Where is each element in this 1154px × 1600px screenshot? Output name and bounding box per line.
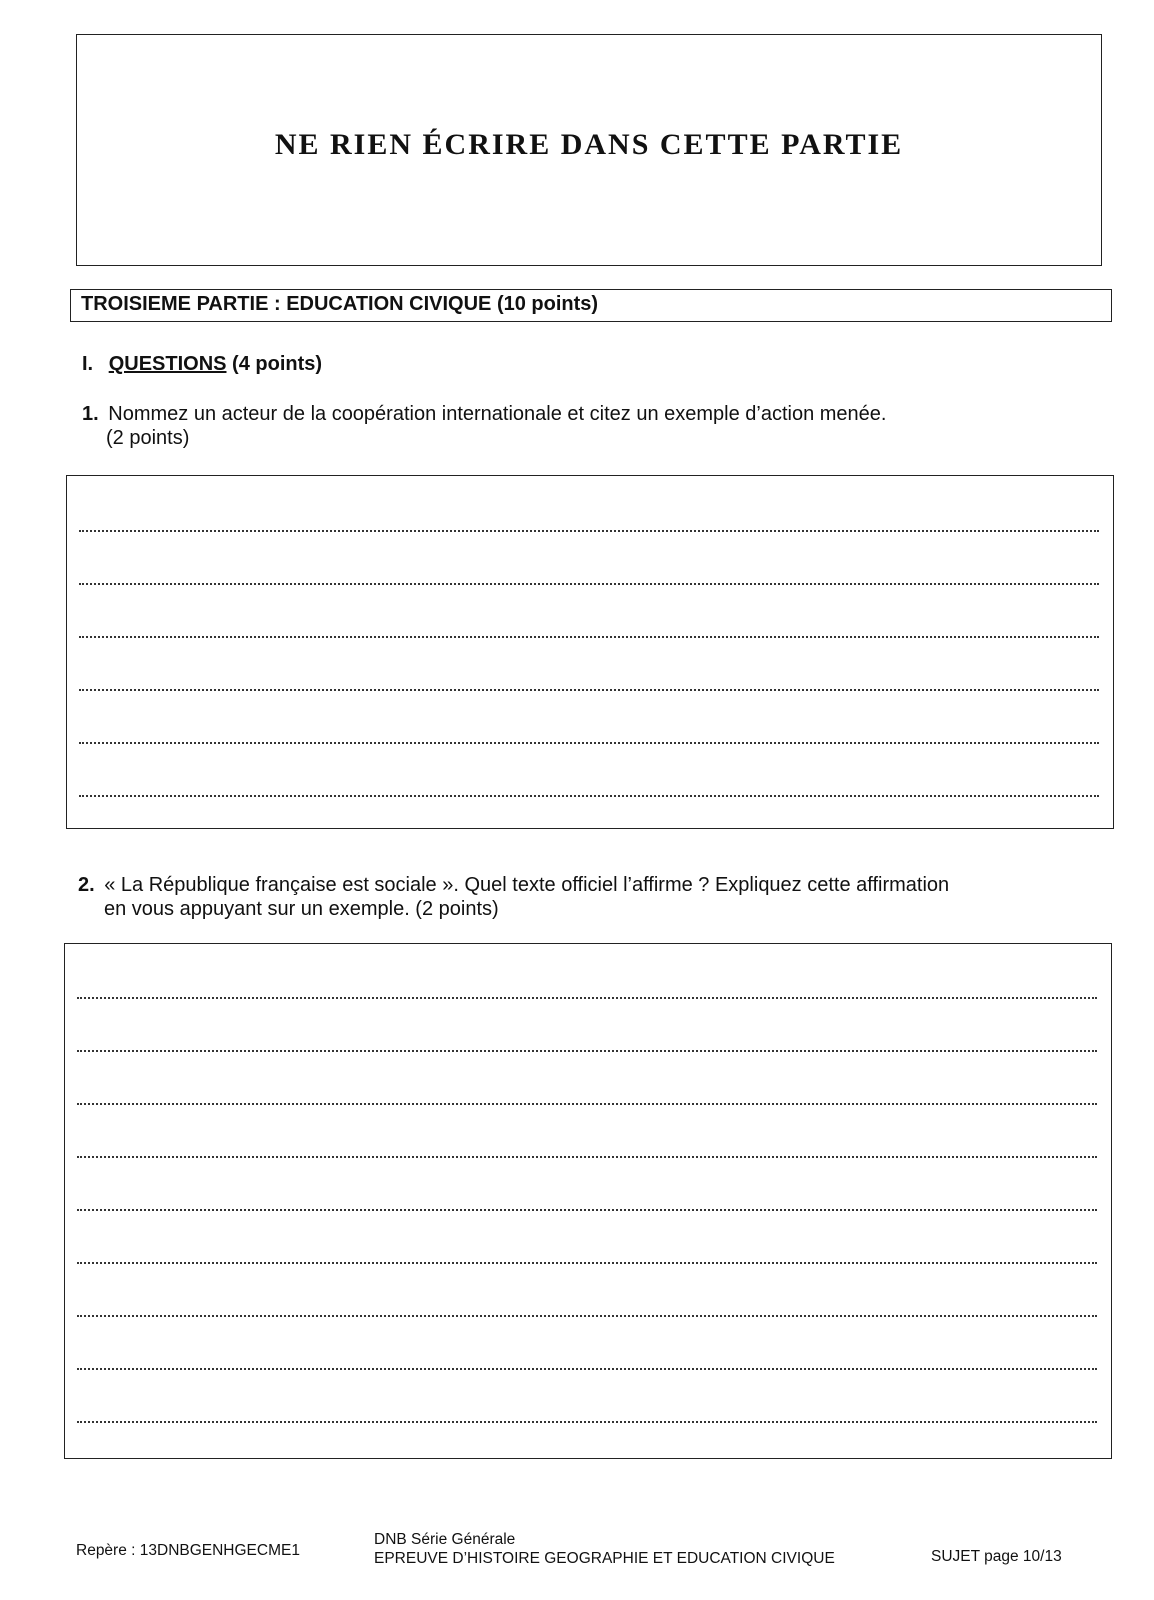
question-2 xyxy=(78,873,949,921)
answer-line xyxy=(79,795,1099,797)
answer-line xyxy=(77,1050,1097,1052)
answer-line xyxy=(77,1156,1097,1158)
answer-line xyxy=(77,1421,1097,1423)
answer-line xyxy=(77,1103,1097,1105)
question-1 xyxy=(82,402,886,450)
answer-line xyxy=(79,742,1099,744)
header-box xyxy=(76,34,1102,266)
question-text-line2: (2 points) xyxy=(106,427,190,449)
part-heading xyxy=(82,353,322,376)
part-roman: I. xyxy=(82,353,94,375)
header-notice: NE RIEN ÉCRIRE DANS CETTE PARTIE xyxy=(274,128,904,161)
question-number: 2. xyxy=(78,874,95,896)
question-text-line1: Nommez un acteur de la coopération internationale et citez un exemple d’action menée. xyxy=(108,403,887,425)
answer-line xyxy=(77,1315,1097,1317)
answer-box-1[interactable] xyxy=(66,475,1114,829)
answer-line xyxy=(79,689,1099,691)
answer-line xyxy=(79,583,1099,585)
question-text-line2: en vous appuyant sur un exemple. (2 points) xyxy=(104,898,499,920)
part-points: (4 points) xyxy=(232,353,323,375)
footer-page-number: SUJET page 10/13 xyxy=(931,1548,1062,1565)
answer-line xyxy=(77,1262,1097,1264)
answer-box-2[interactable] xyxy=(64,943,1112,1459)
answer-line xyxy=(79,530,1099,532)
answer-line xyxy=(77,997,1097,999)
footer-repere: Repère : 13DNBGENHGECME1 xyxy=(76,1542,300,1559)
question-number: 1. xyxy=(82,403,99,425)
section-title: TROISIEME PARTIE : EDUCATION CIVIQUE (10 points) xyxy=(70,289,1112,322)
answer-line xyxy=(79,636,1099,638)
answer-line xyxy=(77,1209,1097,1211)
footer-exam xyxy=(374,1530,835,1568)
answer-line xyxy=(77,1368,1097,1370)
footer-exam-line2: EPREUVE D’HISTOIRE GEOGRAPHIE ET EDUCATION CIVIQUE xyxy=(374,1550,835,1567)
question-text-line1: « La République française est sociale ». Quel texte officiel l’affirme ? Expliquez cette affirmation xyxy=(104,874,950,896)
footer-exam-line1: DNB Série Générale xyxy=(374,1531,516,1548)
part-label: QUESTIONS xyxy=(108,353,227,375)
